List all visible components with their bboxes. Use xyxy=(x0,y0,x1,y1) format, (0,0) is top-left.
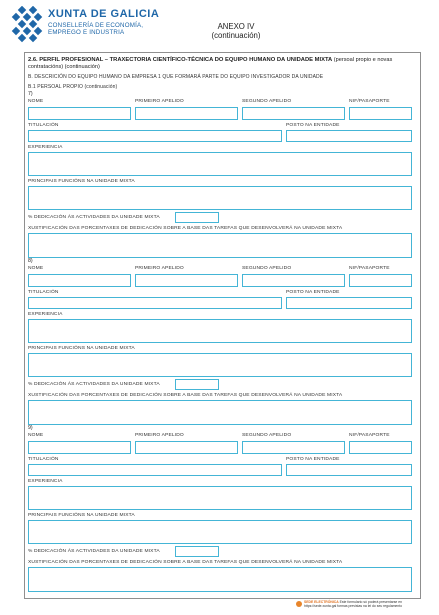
funcions-field[interactable] xyxy=(28,353,412,377)
primeiro-apelido-field[interactable] xyxy=(135,274,238,287)
nif-label: NIF/PASAPORTE xyxy=(349,99,390,104)
titulacion-label: TITULACIÓN xyxy=(28,290,59,295)
experiencia-field[interactable] xyxy=(28,319,412,343)
funcions-label: PRINCIPAIS FUNCIÓNS NA UNIDADE MIXTA xyxy=(28,346,135,351)
nif-field[interactable] xyxy=(349,441,412,454)
section-subtitle-b1: B.1 PERSOAL PROPIO (continuación) xyxy=(28,84,118,90)
titulacion-field[interactable] xyxy=(28,464,282,476)
nome-field[interactable] xyxy=(28,274,131,287)
posto-label: POSTO NA ENTIDADE xyxy=(286,457,340,462)
funcions-label: PRINCIPAIS FUNCIÓNS NA UNIDADE MIXTA xyxy=(28,513,135,518)
footer-text xyxy=(304,600,436,608)
footer-notice xyxy=(296,600,436,614)
department-line-1: CONSELLERÍA DE ECONOMÍA, xyxy=(48,22,144,29)
nif-field[interactable] xyxy=(349,107,412,120)
dedicacion-field[interactable] xyxy=(175,379,219,390)
section-title-main: 2.6. PERFIL PROFESIONAL – TRAXECTORIA CIENTÍFICO-TÉCNICA DO EQUIPO HUMANO DA UNIDADE MIXTA xyxy=(28,57,333,63)
primeiro-apelido-label: PRIMEIRO APELIDO xyxy=(135,99,184,104)
sede-electronica-label: SEDE ELECTRÓNICA xyxy=(304,600,339,604)
sede-electronica-icon xyxy=(296,601,302,607)
funcions-field[interactable] xyxy=(28,520,412,544)
titulacion-field[interactable] xyxy=(28,130,282,142)
segundo-apelido-label: SEGUNDO APELIDO xyxy=(242,433,292,438)
funcions-label: PRINCIPAIS FUNCIÓNS NA UNIDADE MIXTA xyxy=(28,179,135,184)
xunta-logo xyxy=(10,6,180,52)
xustificacion-label: XUSTIFICACIÓN DAS PORCENTAXES DE DEDICACIÓN SOBRE A BASE DAS TAREFAS QUE DESENVOLVERÁ NA UNIDADE MIXTA xyxy=(28,393,343,398)
nome-field[interactable] xyxy=(28,107,131,120)
xustificacion-field[interactable] xyxy=(28,400,412,425)
xunta-emblem-icon xyxy=(10,6,44,44)
dedicacion-label: % DEDICACIÓN ÁS ACTIVIDADES DA UNIDADE MIXTA xyxy=(28,549,160,554)
nif-field[interactable] xyxy=(349,274,412,287)
section-title-rest: (persoal propio e novas contratacións) (continuación) xyxy=(28,57,393,70)
posto-field[interactable] xyxy=(286,464,412,476)
xustificacion-field[interactable] xyxy=(28,233,412,258)
posto-field[interactable] xyxy=(286,130,412,142)
posto-label: POSTO NA ENTIDADE xyxy=(286,290,340,295)
dedicacion-field[interactable] xyxy=(175,546,219,557)
annex-heading xyxy=(176,22,296,40)
nome-label: NOME xyxy=(28,266,44,271)
experiencia-label: EXPERIENCIA xyxy=(28,479,63,484)
person-number: 7) xyxy=(28,91,33,97)
dedicacion-label: % DEDICACIÓN ÁS ACTIVIDADES DA UNIDADE MIXTA xyxy=(28,382,160,387)
titulacion-label: TITULACIÓN xyxy=(28,123,59,128)
primeiro-apelido-label: PRIMEIRO APELIDO xyxy=(135,433,184,438)
primeiro-apelido-field[interactable] xyxy=(135,441,238,454)
experiencia-field[interactable] xyxy=(28,486,412,510)
titulacion-label: TITULACIÓN xyxy=(28,457,59,462)
footer-text-line-2: https://sede.xunta.gal formas previstas na lei do seu regulamento xyxy=(304,604,403,609)
primeiro-apelido-label: PRIMEIRO APELIDO xyxy=(135,266,184,271)
posto-field[interactable] xyxy=(286,297,412,309)
experiencia-field[interactable] xyxy=(28,152,412,176)
department-name xyxy=(48,22,143,36)
annex-subtitle: (continuación) xyxy=(211,31,261,40)
section-subtitle-b: B. DESCRICIÓN DO EQUIPO HUMANO DA EMPRESA 1 QUE FORMARÁ PARTE DO EQUIPO INVESTIGADOR DA UNIDADE xyxy=(28,74,324,80)
section-title xyxy=(28,57,414,71)
experiencia-label: EXPERIENCIA xyxy=(28,312,63,317)
nif-label: NIF/PASAPORTE xyxy=(349,266,390,271)
segundo-apelido-field[interactable] xyxy=(242,107,345,120)
person-number: 9) xyxy=(28,425,33,431)
nome-label: NOME xyxy=(28,99,44,104)
posto-label: POSTO NA ENTIDADE xyxy=(286,123,340,128)
footer-text-line-1: Este formulario só poderá presentarse en xyxy=(338,600,402,604)
funcions-field[interactable] xyxy=(28,186,412,210)
segundo-apelido-label: SEGUNDO APELIDO xyxy=(242,266,292,271)
segundo-apelido-label: SEGUNDO APELIDO xyxy=(242,99,292,104)
dedicacion-label: % DEDICACIÓN ÁS ACTIVIDADES DA UNIDADE MIXTA xyxy=(28,215,160,220)
xustificacion-label: XUSTIFICACIÓN DAS PORCENTAXES DE DEDICACIÓN SOBRE A BASE DAS TAREFAS QUE DESENVOLVERÁ NA UNIDADE MIXTA xyxy=(28,226,343,231)
segundo-apelido-field[interactable] xyxy=(242,441,345,454)
experiencia-label: EXPERIENCIA xyxy=(28,145,63,150)
xustificacion-label: XUSTIFICACIÓN DAS PORCENTAXES DE DEDICACIÓN SOBRE A BASE DAS TAREFAS QUE DESENVOLVERÁ NA UNIDADE MIXTA xyxy=(28,560,343,565)
dedicacion-field[interactable] xyxy=(175,212,219,223)
primeiro-apelido-field[interactable] xyxy=(135,107,238,120)
nome-label: NOME xyxy=(28,433,44,438)
xustificacion-field[interactable] xyxy=(28,567,412,592)
person-number: 8) xyxy=(28,258,33,264)
titulacion-field[interactable] xyxy=(28,297,282,309)
segundo-apelido-field[interactable] xyxy=(242,274,345,287)
nome-field[interactable] xyxy=(28,441,131,454)
brand-name: XUNTA DE GALICIA xyxy=(48,8,160,20)
department-line-2: EMPREGO E INDUSTRIA xyxy=(48,29,125,37)
nif-label: NIF/PASAPORTE xyxy=(349,433,390,438)
annex-title: ANEXO IV xyxy=(217,22,255,31)
